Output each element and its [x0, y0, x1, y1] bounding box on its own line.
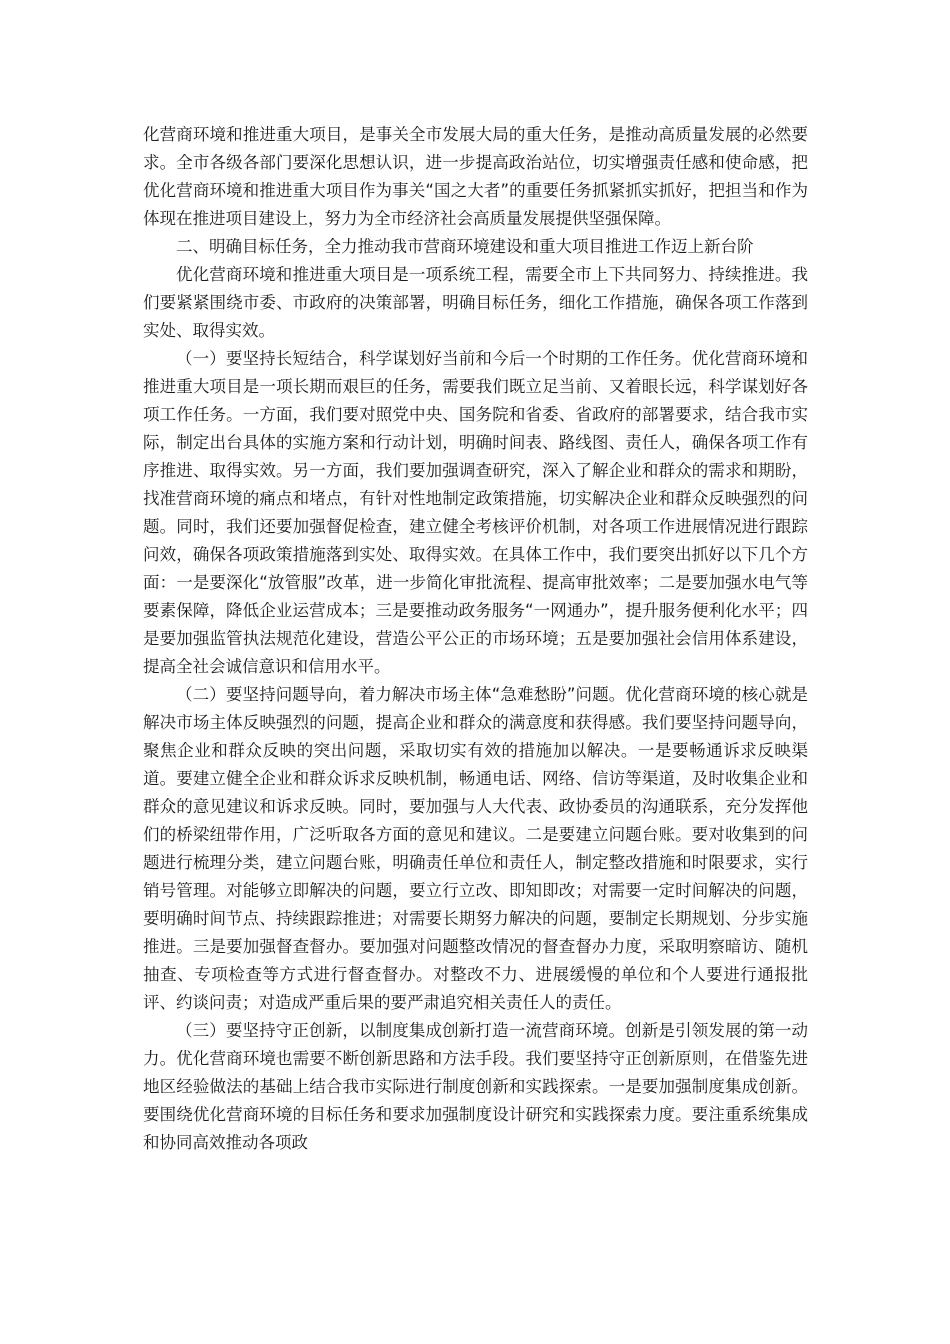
- document-body: [143, 121, 808, 1157]
- paragraph-item-3: （三）要坚持守正创新，以制度集成创新打造一流营商环境。创新是引领发展的第一动力。优化营商环境也需要不断创新思路和方法手段。我们要坚持守正创新原则，在借鉴先进地区经验做法的基础上结合我市实际进行制度创新和实践探索。一是要加强制度集成创新。要围绕优化营商环境的目标任务和要求加强制度设计研究和实践探索力度。要注重系统集成和协同高效推动各项政: [143, 1021, 808, 1152]
- paragraph-item-1: （一）要坚持长短结合，科学谋划好当前和今后一个时期的工作任务。优化营商环境和推进重大项目是一项长期而艰巨的任务，需要我们既立足当前、又着眼长远，科学谋划好各项工作任务。一方面，我们要对照党中央、国务院和省委、省政府的部署要求，结合我市实际，制定出台具体的实施方案和行动计划，明确时间表、路线图、责任人，确保各项工作有序推进、取得实效。另一方面，我们要加强调查研究，深入了解企业和群众的需求和期盼，找准营商环境的痛点和堵点，有针对性地制定政策措施，切实解决企业和群众反映强烈的问题。同时，我们还要加强督促检查，建立健全考核评价机制，对各项工作进展情况进行跟踪问效，确保各项政策措施落到实处、取得实效。在具体工作中，我们要突出抓好以下几个方面：一是要深化“放管服”改革，进一步简化审批流程、提高审批效率；二是要加强水电气等要素保障，降低企业运营成本；三是要推动政务服务“一网通办”，提升服务便利化水平；四是要加强监管执法规范化建设，营造公平公正的市场环境；五是要加强社会信用体系建设，提高全社会诚信意识和信用水平。: [143, 349, 808, 676]
- section-heading-2: 二、明确目标任务，全力推动我市营商环境建设和重大项目推进工作迈上新台阶: [176, 237, 754, 256]
- paragraph-intro: 优化营商环境和推进重大项目是一项系统工程，需要全市上下共同努力、持续推进。我们要紧紧围绕市委、市政府的决策部署，明确目标任务，细化工作措施，确保各项工作落到实处、取得实效。: [143, 265, 808, 340]
- paragraph-continuation: 化营商环境和推进重大项目，是事关全市发展大局的重大任务，是推动高质量发展的必然要求。全市各级各部门要深化思想认识，进一步提高政治站位，切实增强责任感和使命感，把优化营商环境和推进重大项目作为事关“国之大者”的重要任务抓紧抓实抓好，把担当和作为体现在推进项目建设上，努力为全市经济社会高质量发展提供坚强保障。: [143, 125, 808, 228]
- paragraph-item-2: （二）要坚持问题导向，着力解决市场主体“急难愁盼”问题。优化营商环境的核心就是解决市场主体反映强烈的问题，提高企业和群众的满意度和获得感。我们要坚持问题导向，聚焦企业和群众反映的突出问题，采取切实有效的措施加以解决。一是要畅通诉求反映渠道。要建立健全企业和群众诉求反映机制，畅通电话、网络、信访等渠道，及时收集企业和群众的意见建议和诉求反映。同时，要加强与人大代表、政协委员的沟通联系，充分发挥他们的桥梁纽带作用，广泛听取各方面的意见和建议。二是要建立问题台账。要对收集到的问题进行梳理分类，建立问题台账，明确责任单位和责任人，制定整改措施和时限要求，实行销号管理。对能够立即解决的问题，要立行立改、即知即改；对需要一定时间解决的问题，要明确时间节点、持续跟踪推进；对需要长期努力解决的问题，要制定长期规划、分步实施推进。三是要加强督查督办。要加强对问题整改情况的督查督办力度，采取明察暗访、随机抽查、专项检查等方式进行督查督办。对整改不力、进展缓慢的单位和个人要进行通报批评、约谈问责；对造成严重后果的要严肃追究相关责任人的责任。: [143, 685, 808, 1012]
